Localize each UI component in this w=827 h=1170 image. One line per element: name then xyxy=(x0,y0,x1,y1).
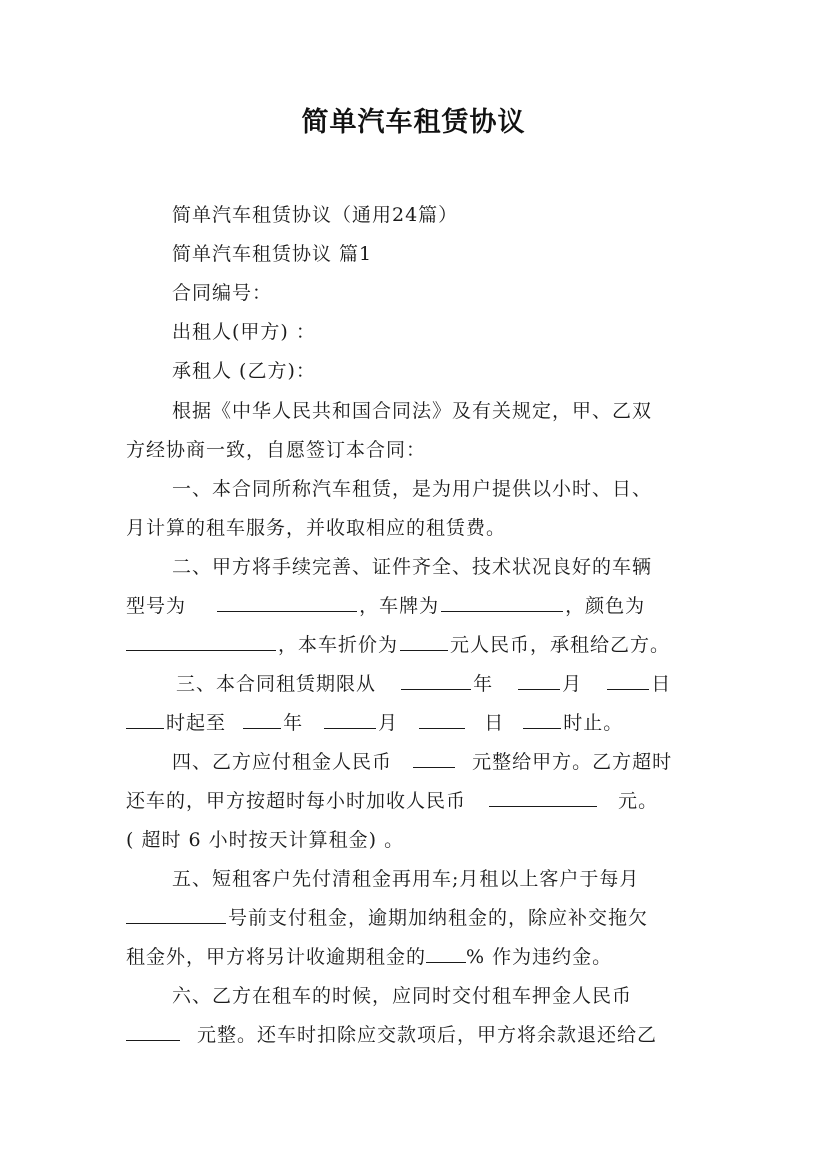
line-text: 时止。 xyxy=(563,712,624,734)
subtitle-line: 简单汽车租赁协议（通用24篇） xyxy=(172,204,459,226)
blank-field xyxy=(243,710,281,729)
paragraph-line: 二、甲方将手续完善、证件齐全、技术状况良好的车辆 xyxy=(172,556,653,578)
line-text: 型号为 xyxy=(126,595,187,617)
blank-field xyxy=(401,671,471,690)
paragraph-line: ( 超时 6 小时按天计算租金) 。 xyxy=(126,829,405,851)
paragraph-line: 根据《中华人民共和国合同法》及有关规定，甲、乙双 xyxy=(172,400,653,422)
line-text: 还车的，甲方按超时每小时加收人民币 xyxy=(126,790,467,812)
line-text: 日 xyxy=(484,712,505,734)
line-text: 号前支付租金，逾期加纳租金的，除应补交拖欠 xyxy=(228,907,649,929)
blank-field xyxy=(126,1022,180,1041)
paragraph-line xyxy=(176,669,671,696)
blank-field xyxy=(426,944,466,963)
blank-field xyxy=(413,749,455,768)
line-text: 元整。还车时扣除应交款项后，甲方将余款退还给乙 xyxy=(197,1024,658,1046)
paragraph-line xyxy=(126,1020,657,1047)
line-text: 四、乙方应付租金人民币 xyxy=(172,751,393,773)
blank-field xyxy=(126,632,276,651)
line-text: 时起至 xyxy=(166,712,227,734)
paragraph-line xyxy=(126,708,623,735)
lessor-label: 出租人(甲方) ： xyxy=(172,321,316,343)
line-text: ，颜色为 xyxy=(565,595,646,617)
line-text: 元人民币，承租给乙方。 xyxy=(450,634,671,656)
line-text: ，车牌为 xyxy=(359,595,440,617)
line-text: 月 xyxy=(562,673,583,695)
blank-field xyxy=(126,905,226,924)
paragraph-line: 一、本合同所称汽车租赁，是为用户提供以小时、日、 xyxy=(172,478,653,500)
lessee-label: 承租人 (乙方)： xyxy=(172,360,316,382)
line-text: 元整给甲方。乙方超时 xyxy=(472,751,673,773)
blank-field xyxy=(518,671,560,690)
line-text: 租金外，甲方将另计收逾期租金的 xyxy=(126,946,427,968)
line-text: 三、本合同租赁期限从 xyxy=(176,673,377,695)
line-text: 日 xyxy=(651,673,672,695)
paragraph-line: 六、乙方在租车的时候，应同时交付租车押金人民币 xyxy=(172,985,633,1007)
line-text: 元。 xyxy=(618,790,659,812)
blank-field xyxy=(324,710,376,729)
blank-field xyxy=(217,593,357,612)
blank-field xyxy=(419,710,465,729)
blank-field xyxy=(400,632,448,651)
paragraph-line: 方经协商一致，自愿签订本合同： xyxy=(126,439,427,461)
document-title: 简单汽车租赁协议 xyxy=(301,107,526,138)
paragraph-line: 月计算的租车服务，并收取相应的租赁费。 xyxy=(126,517,507,539)
contract-number-label: 合同编号： xyxy=(172,282,273,304)
paragraph-line xyxy=(126,903,648,930)
line-text: % 作为违约金。 xyxy=(466,946,613,968)
section-heading: 简单汽车租赁协议 篇1 xyxy=(172,243,373,265)
paragraph-line xyxy=(126,942,612,969)
paragraph-line xyxy=(126,786,658,813)
line-text: 年 xyxy=(473,673,494,695)
line-text: 年 xyxy=(283,712,304,734)
blank-field xyxy=(441,593,563,612)
paragraph-line xyxy=(126,630,670,657)
paragraph-line: 五、短租客户先付清租金再用车;月租以上客户于每月 xyxy=(172,868,640,890)
blank-field xyxy=(607,671,649,690)
paragraph-line xyxy=(126,591,645,618)
blank-field xyxy=(489,788,597,807)
blank-field xyxy=(126,710,164,729)
line-text: 月 xyxy=(378,712,399,734)
paragraph-line xyxy=(172,747,672,774)
blank-field xyxy=(523,710,561,729)
line-text: ，本车折价为 xyxy=(278,634,399,656)
